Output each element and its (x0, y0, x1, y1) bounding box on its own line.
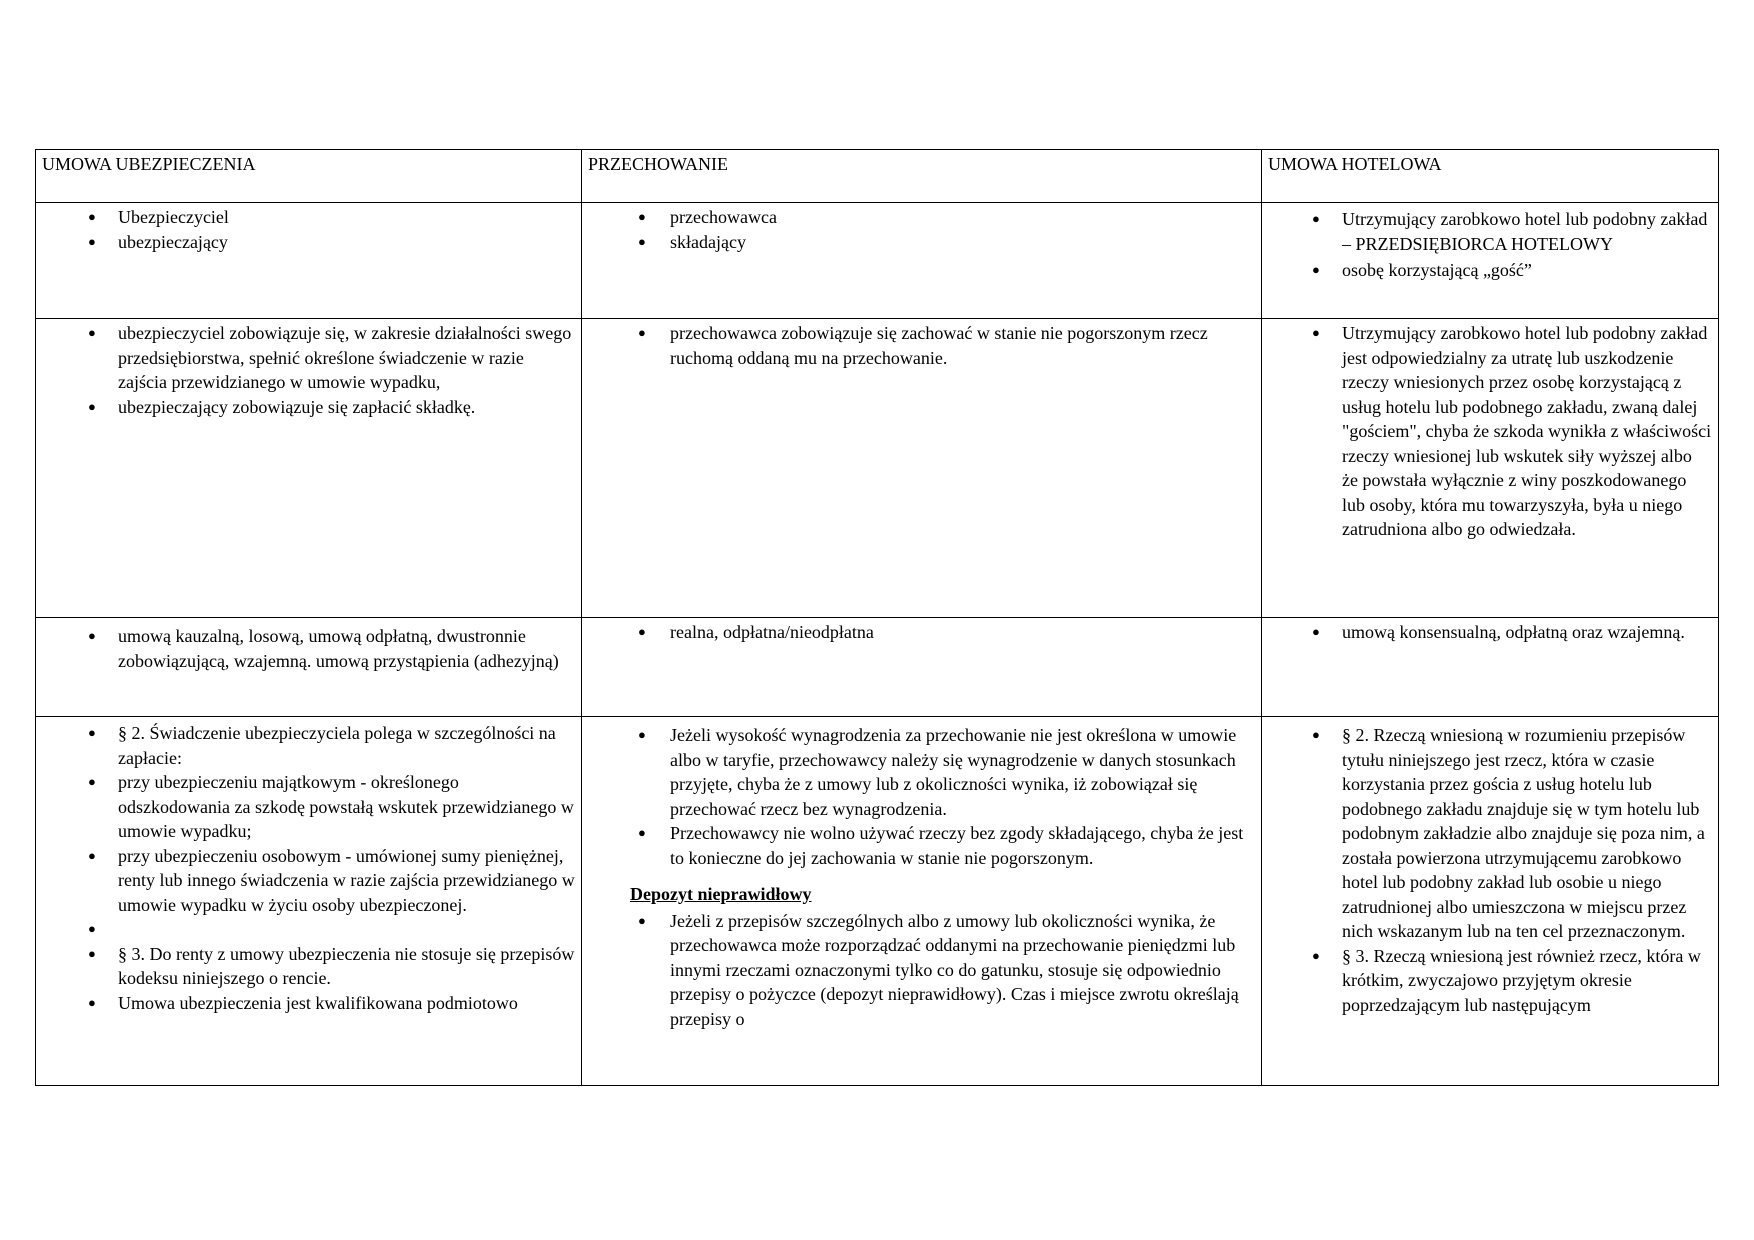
cell-obligations-insurance (36, 319, 582, 618)
cell-details-hotel (1262, 717, 1719, 1086)
list-item (42, 321, 575, 395)
list-item-text: umową konsensualną, odpłatną oraz wzajemną. (1342, 622, 1685, 642)
list-item-text: Jeżeli wysokość wynagrodzenia za przechowanie nie jest określona w umowie albo w taryfie, przechowawcy należy się wynagrodzenie w danych stosunkach przyjęte, chyba że z umowy lub z okoliczności wynika, iż zobowiązał się przechować rzecz bez wynagrodzenia. (670, 725, 1237, 819)
bullet-icon: ● (1312, 727, 1320, 742)
bullet-icon: ● (1312, 947, 1320, 963)
bullet-icon: ● (638, 624, 646, 639)
row-details (36, 717, 1719, 1086)
list-item-text: osobę korzystającą „gość” (1342, 260, 1532, 280)
list-item (588, 909, 1255, 1032)
header-insurance: UMOWA UBEZPIECZENIA (36, 150, 582, 203)
bullet-icon: ● (1312, 211, 1320, 226)
list-item (1268, 944, 1712, 1018)
bullet-icon: ● (638, 325, 646, 340)
list-item (588, 821, 1255, 870)
list-item-text: Umowa ubezpieczenia jest kwalifikowana podmiotowo (118, 992, 518, 1013)
list-item-text: przechowawca zobowiązuje się zachować w stanie nie pogorszonym rzecz ruchomą oddaną mu na przechowanie. (670, 323, 1208, 368)
list-item (588, 230, 1255, 255)
list-item (42, 942, 575, 991)
bullet-icon: ● (88, 398, 96, 414)
bullet-icon: ● (1312, 624, 1320, 639)
list-item-text: § 2. Rzeczą wniesioną w rozumieniu przepisów tytułu niniejszego jest rzecz, która w czasie korzystania przez gościa z usług hotelu lub podobnego zakładu znajduje się w tym hotelu lub podobnym zakładzie albo znajduje się poza nim, a została powierzona utrzymującemu zarobkowo hotel lub podobny zakład lub osobie u niego zatrudnionej albo umieszczona w miejscu przez nich wskazanym lub na ten cel przeznaczonym. (1342, 725, 1705, 941)
list-item (42, 205, 575, 230)
list-item-text: ubezpieczyciel zobowiązuje się, w zakresie działalności swego przedsiębiorstwa, spełnić określone świadczenie w razie zajścia przewidzianego w umowie wypadku, (118, 323, 572, 392)
bullet-icon: ● (88, 774, 96, 789)
list-item (1268, 207, 1712, 256)
list-item-text: Ubezpieczyciel (118, 207, 229, 227)
list-item (42, 991, 575, 1016)
cell-character-hotel (1262, 618, 1719, 717)
header-storage: PRZECHOWANIE (582, 150, 1262, 203)
bullet-icon: ● (88, 921, 96, 936)
bullet-icon: ● (88, 994, 96, 1010)
list-item (1268, 258, 1712, 283)
subhead-deposit: Depozyt nieprawidłowy (630, 884, 812, 904)
cell-character-storage (582, 618, 1262, 717)
list-item (42, 917, 575, 942)
list-item-text: ubezpieczający (118, 231, 228, 252)
cell-obligations-hotel (1262, 319, 1719, 618)
row-character (36, 618, 1719, 717)
bullet-icon: ● (88, 233, 96, 249)
list-item (42, 770, 575, 844)
list-item-text: Jeżeli z przepisów szczególnych albo z umowy lub okoliczności wynika, że przechowawca może rozporządzać oddanymi na przechowanie pieniędzmi lub innymi rzeczami oznaczonymi tylko co do gatunku, stosuje się odpowiednio przepisy o pożyczce (depozyt nieprawidłowy). Czas i miejsce zwrotu określają przepisy o (670, 910, 1239, 1029)
list-item (42, 721, 575, 770)
list-item-text: § 2. Świadczenie ubezpieczyciela polega w szczególności na zapłacie: (118, 723, 556, 768)
list-item (588, 723, 1255, 821)
list-item-text: Utrzymujący zarobkowo hotel lub podobny zakład jest odpowiedzialny za utratę lub uszkodzenie rzeczy wniesionych przez osobę korzystającą z usług hotelu lub podobnego zakładu, zwaną dalej "gościem", chyba że szkoda wynikła z właściwości rzeczy wniesionej lub wskutek siły wyższej albo że powstała wyłącznie z winy poszkodowanego lub osoby, która mu towarzyszyła, była u niego zatrudniona albo go odwiedzała. (1342, 323, 1712, 539)
list-item-text: przechowawca (670, 207, 777, 227)
cell-parties-insurance (36, 203, 582, 319)
cell-obligations-storage (582, 319, 1262, 618)
bullet-icon: ● (638, 727, 646, 742)
list-item (588, 321, 1255, 370)
cell-character-insurance (36, 618, 582, 717)
list-item (42, 230, 575, 255)
list-item-text: przy ubezpieczeniu osobowym - umówionej sumy pieniężnej, renty lub innego świadczenia w razie zajścia przewidzianego w umowie wypadku w życiu osoby ubezpieczonej. (118, 845, 575, 915)
bullet-icon: ● (1312, 262, 1320, 277)
cell-parties-hotel (1262, 203, 1719, 319)
row-parties (36, 203, 1719, 319)
list-item (42, 395, 575, 420)
header-row (36, 150, 1719, 203)
list-item-text: realna, odpłatna/nieodpłatna (670, 622, 874, 642)
bullet-icon: ● (88, 725, 96, 740)
bullet-icon: ● (638, 209, 646, 224)
header-hotel: UMOWA HOTELOWA (1262, 150, 1719, 203)
bullet-icon: ● (88, 847, 96, 863)
list-item (588, 620, 1255, 645)
bullet-icon: ● (88, 325, 96, 340)
list-item (1268, 321, 1712, 542)
list-item-text: § 3. Do renty z umowy ubezpieczenia nie stosuje się przepisów kodeksu niniejszego o rencie. (118, 943, 575, 988)
cell-details-insurance (36, 717, 582, 1086)
list-item (42, 844, 575, 918)
list-item-text: umową kauzalną, losową, umową odpłatną, dwustronnie zobowiązującą, wzajemną. umową przystąpienia (adhezyjną) (118, 626, 559, 671)
bullet-icon: ● (638, 825, 646, 840)
bullet-icon: ● (1312, 325, 1320, 340)
list-item-text: Utrzymujący zarobkowo hotel lub podobny zakład – PRZEDSIĘBIORCA HOTELOWY (1342, 209, 1708, 254)
comparison-table (35, 149, 1719, 1086)
cell-parties-storage (582, 203, 1262, 319)
list-item (1268, 620, 1712, 645)
bullet-icon: ● (88, 209, 96, 224)
list-item (588, 205, 1255, 230)
list-item-text: przy ubezpieczeniu majątkowym - określonego odszkodowania za szkodę powstałą wskutek przewidzianego w umowie wypadku; (118, 772, 574, 841)
bullet-icon: ● (638, 912, 646, 928)
list-item-text: § 3. Rzeczą wniesioną jest również rzecz, która w krótkim, zwyczajowo przyjętym okresie poprzedzającym lub następującym (1342, 945, 1701, 1015)
list-item-text: składający (670, 231, 746, 252)
bullet-icon: ● (88, 945, 96, 961)
list-item-text: Przechowawcy nie wolno używać rzeczy bez zgody składającego, chyba że jest to konieczne do jej zachowania w stanie nie pogorszonym. (670, 823, 1244, 868)
bullet-icon: ● (88, 628, 96, 643)
list-item-text: ubezpieczający zobowiązuje się zapłacić składkę. (118, 396, 476, 417)
list-item (1268, 723, 1712, 944)
cell-details-storage (582, 717, 1262, 1086)
bullet-icon: ● (638, 233, 646, 249)
list-item (42, 624, 575, 673)
row-obligations (36, 319, 1719, 618)
